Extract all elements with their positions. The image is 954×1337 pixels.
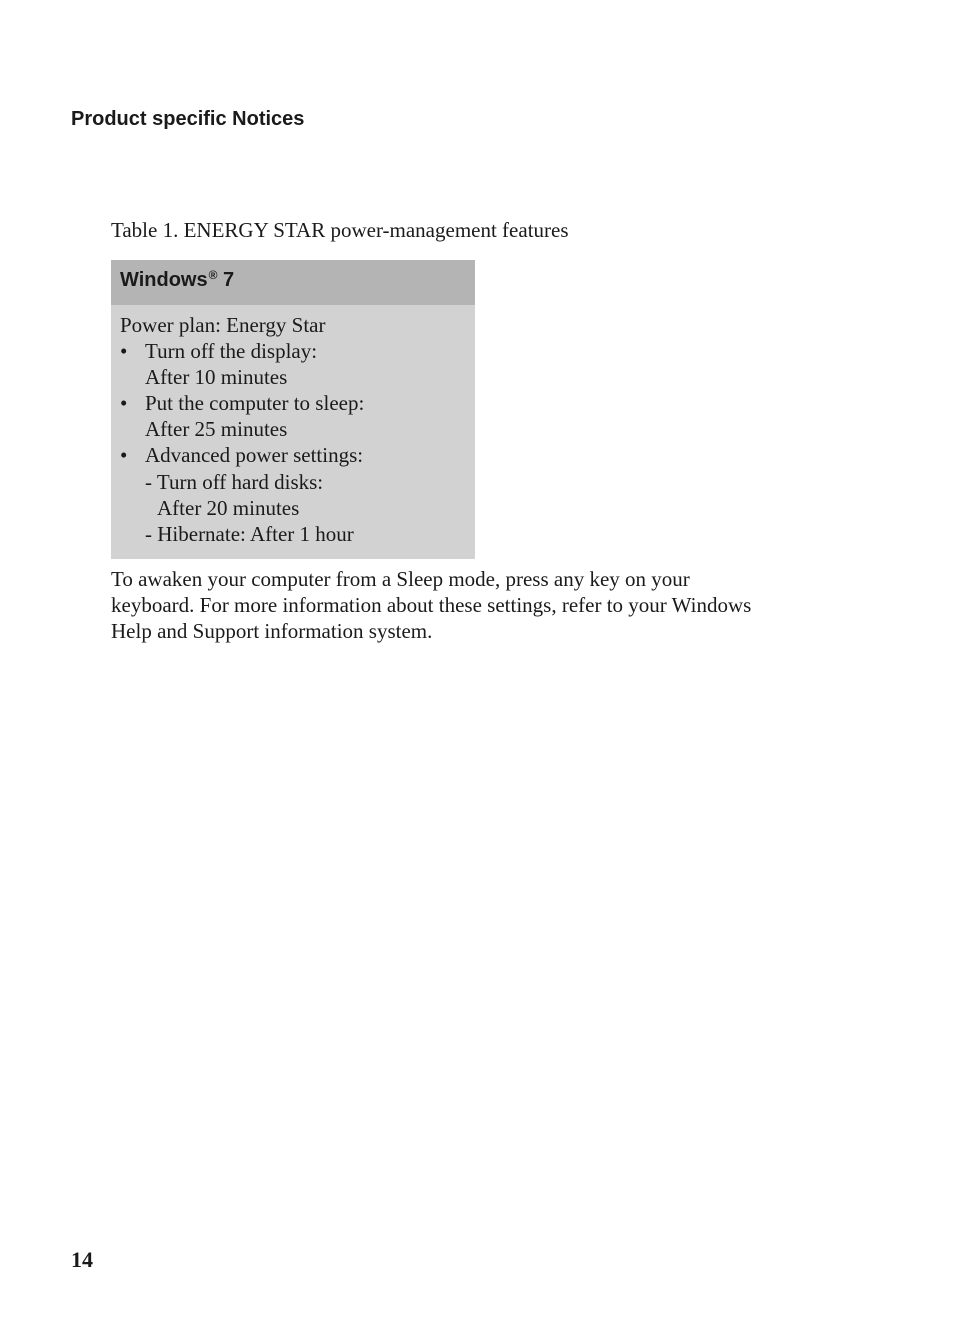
page-number: 14 (71, 1247, 93, 1272)
paragraph-line: Help and Support information system. (111, 619, 433, 643)
list-item-display (120, 338, 475, 364)
table-body (111, 305, 475, 547)
item-detail: After 25 minutes (145, 417, 288, 442)
energy-star-table (111, 260, 475, 559)
list-item-sleep (120, 390, 475, 416)
body-paragraph (111, 566, 841, 644)
paragraph-line: keyboard. For more information about these settings, refer to your Windows (111, 593, 752, 617)
list-item-advanced (120, 442, 475, 468)
sub-item-detail: After 20 minutes (157, 495, 300, 520)
table-header (111, 260, 475, 305)
bullet: • (120, 391, 128, 416)
bullet: • (120, 443, 128, 468)
item-label: Put the computer to sleep: (145, 391, 365, 416)
section-title: Product specific Notices (71, 108, 305, 130)
item-label: Turn off the display: (145, 339, 318, 364)
paragraph-line: To awaken your computer from a Sleep mode, press any key on your (111, 567, 690, 591)
bullet: • (120, 339, 128, 364)
sub-item-hibernate: - Hibernate: After 1 hour (145, 521, 354, 546)
os-name: Windows (120, 269, 208, 291)
sub-item-hard-disks: - Turn off hard disks: (145, 469, 324, 494)
power-plan: Power plan: Energy Star (120, 313, 326, 337)
os-version: 7 (223, 269, 235, 291)
item-label: Advanced power settings: (145, 443, 364, 468)
item-detail: After 10 minutes (145, 365, 288, 390)
registered-mark: ® (208, 268, 218, 282)
table-caption: Table 1. ENERGY STAR power-management features (111, 218, 569, 242)
